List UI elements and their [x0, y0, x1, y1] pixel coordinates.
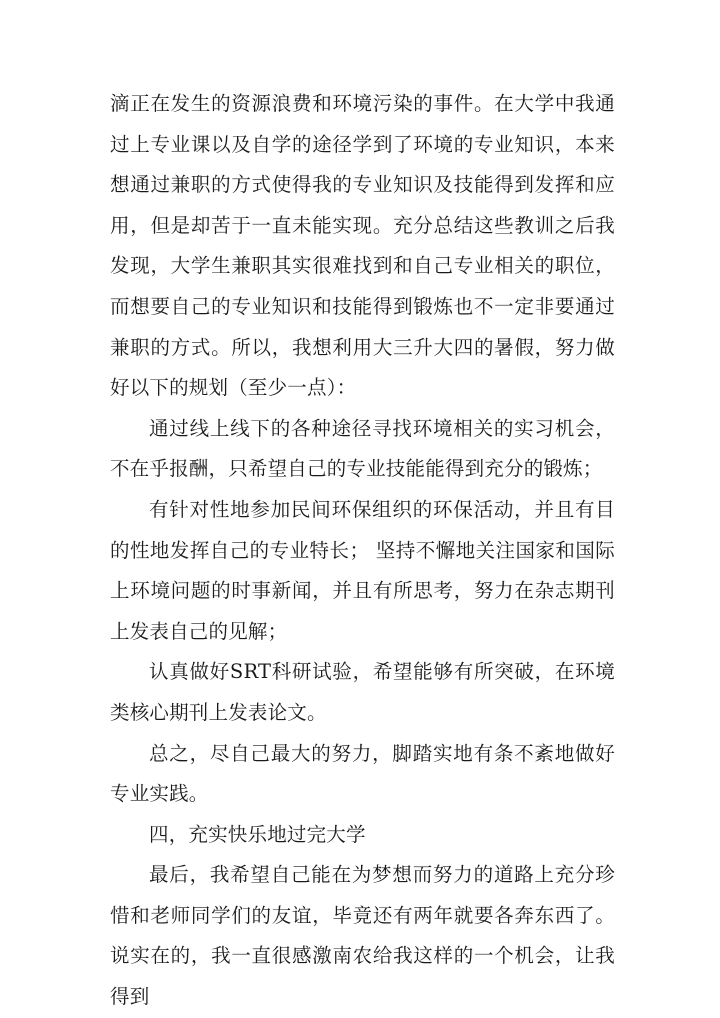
- paragraph-closing: 最后，我希望自己能在为梦想而努力的道路上充分珍惜和老师同学们的友谊，毕竟还有两年就要各奔东西了。说实在的，我一直很感激南农给我这样的一个机会，让我得到: [110, 863, 615, 1009]
- paragraph-environmental-activities: 有针对性地参加民间环保组织的环保活动，并且有目的性地发挥自己的专业特长； 坚持不懈地关注国家和国际上环境问题的时事新闻，并且有所思考，努力在杂志期刊上发表自己的见解；: [110, 497, 615, 643]
- document-body: [110, 84, 615, 1018]
- section-heading-four: 四，充实快乐地过完大学: [149, 822, 366, 846]
- paragraph-internship: 通过线上线下的各种途径寻找环境相关的实习机会，不在乎报酬，只希望自己的专业技能能得到充分的锻炼；: [110, 416, 615, 481]
- paragraph-intro: 滴正在发生的资源浪费和环境污染的事件。在大学中我通过上专业课以及自学的途径学到了环境的专业知识，本来想通过兼职的方式使得我的专业知识及技能得到发挥和应用，但是却苦于一直未能实现。充分总结这些教训之后我发现，大学生兼职其实很难找到和自己专业相关的职位，而想要自己的专业知识和技能得到锻炼也不一定非要通过兼职的方式。所以，我想利用大三升大四的暑假，努力做好以下的规划（至少一点）：: [110, 92, 615, 400]
- paragraph-srt-research: 认真做好SRT科研试验，希望能够有所突破，在环境类核心期刊上发表论文。: [110, 660, 615, 724]
- paragraph-summary: 总之，尽自己最大的努力，脚踏实地有条不紊地做好专业实践。: [110, 741, 615, 806]
